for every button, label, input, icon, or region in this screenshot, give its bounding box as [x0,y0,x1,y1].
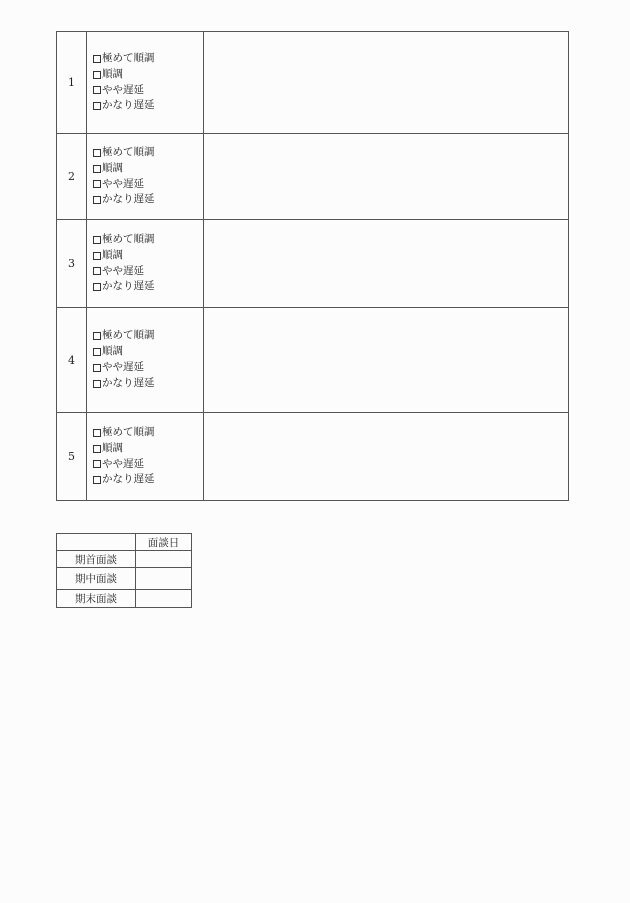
status-option-label: かなり遅延 [102,99,155,112]
interview-label: 期首面談 [57,551,136,568]
status-option[interactable] [93,472,203,488]
status-options [87,134,204,220]
status-option[interactable] [93,232,203,248]
checkbox-icon[interactable] [93,445,101,453]
interview-label: 期中面談 [57,568,136,590]
status-option[interactable] [93,177,203,193]
row-number: 5 [57,413,87,501]
progress-row [57,308,569,413]
status-option-label: やや遅延 [102,457,144,470]
interview-date-cell[interactable] [136,590,192,608]
status-option-label: 極めて順調 [102,425,155,438]
status-option-label: やや遅延 [102,264,144,277]
status-option[interactable] [93,457,203,473]
status-options [87,413,204,501]
checkbox-icon[interactable] [93,476,101,484]
checkbox-icon[interactable] [93,71,101,79]
status-option[interactable] [93,441,203,457]
checkbox-icon[interactable] [93,236,101,244]
checkbox-icon[interactable] [93,102,101,110]
interview-row [57,568,192,590]
notes-cell[interactable] [204,220,569,308]
progress-row [57,32,569,134]
status-option-label: 順調 [102,345,123,358]
checkbox-icon[interactable] [93,380,101,388]
status-option-label: 順調 [102,248,123,261]
status-option-label: かなり遅延 [102,193,155,206]
status-option-label: かなり遅延 [102,473,155,486]
status-option-label: 極めて順調 [102,232,155,245]
status-option[interactable] [93,328,203,344]
interview-label: 期末面談 [57,590,136,608]
progress-row [57,220,569,308]
status-option[interactable] [93,360,203,376]
interview-header-row [57,534,192,551]
interview-row [57,590,192,608]
status-option-label: 極めて順調 [102,51,155,64]
checkbox-icon[interactable] [93,364,101,372]
status-option[interactable] [93,83,203,99]
status-option[interactable] [93,67,203,83]
interview-header-blank [57,534,136,551]
status-option-label: 極めて順調 [102,329,155,342]
row-number: 3 [57,220,87,308]
status-option-label: 順調 [102,441,123,454]
status-options [87,308,204,413]
status-option[interactable] [93,161,203,177]
status-option-label: 極めて順調 [102,145,155,158]
notes-cell[interactable] [204,413,569,501]
checkbox-icon[interactable] [93,86,101,94]
status-option[interactable] [93,51,203,67]
status-option[interactable] [93,264,203,280]
checkbox-icon[interactable] [93,332,101,340]
interview-row [57,551,192,568]
status-option-label: かなり遅延 [102,376,155,389]
interview-header-date: 面談日 [136,534,192,551]
status-option[interactable] [93,248,203,264]
status-option-label: 順調 [102,67,123,80]
status-option[interactable] [93,425,203,441]
checkbox-icon[interactable] [93,55,101,63]
interview-table [56,533,192,608]
status-option-label: やや遅延 [102,83,144,96]
row-number: 2 [57,134,87,220]
notes-cell[interactable] [204,308,569,413]
row-number: 4 [57,308,87,413]
status-option[interactable] [93,98,203,114]
status-option-label: やや遅延 [102,177,144,190]
status-option-label: かなり遅延 [102,280,155,293]
notes-cell[interactable] [204,134,569,220]
status-option[interactable] [93,344,203,360]
status-option[interactable] [93,376,203,392]
progress-row [57,413,569,501]
checkbox-icon[interactable] [93,165,101,173]
interview-date-cell[interactable] [136,551,192,568]
status-options [87,32,204,134]
checkbox-icon[interactable] [93,252,101,260]
checkbox-icon[interactable] [93,460,101,468]
checkbox-icon[interactable] [93,180,101,188]
status-option-label: 順調 [102,161,123,174]
status-option-label: やや遅延 [102,361,144,373]
row-number: 1 [57,32,87,134]
checkbox-icon[interactable] [93,348,101,356]
status-option[interactable] [93,192,203,208]
checkbox-icon[interactable] [93,283,101,291]
checkbox-icon[interactable] [93,149,101,157]
status-option[interactable] [93,145,203,161]
checkbox-icon[interactable] [93,196,101,204]
interview-date-cell[interactable] [136,568,192,590]
status-option[interactable] [93,279,203,295]
checkbox-icon[interactable] [93,267,101,275]
progress-row [57,134,569,220]
notes-cell[interactable] [204,32,569,134]
status-options [87,220,204,308]
checkbox-icon[interactable] [93,429,101,437]
progress-table [56,31,569,501]
